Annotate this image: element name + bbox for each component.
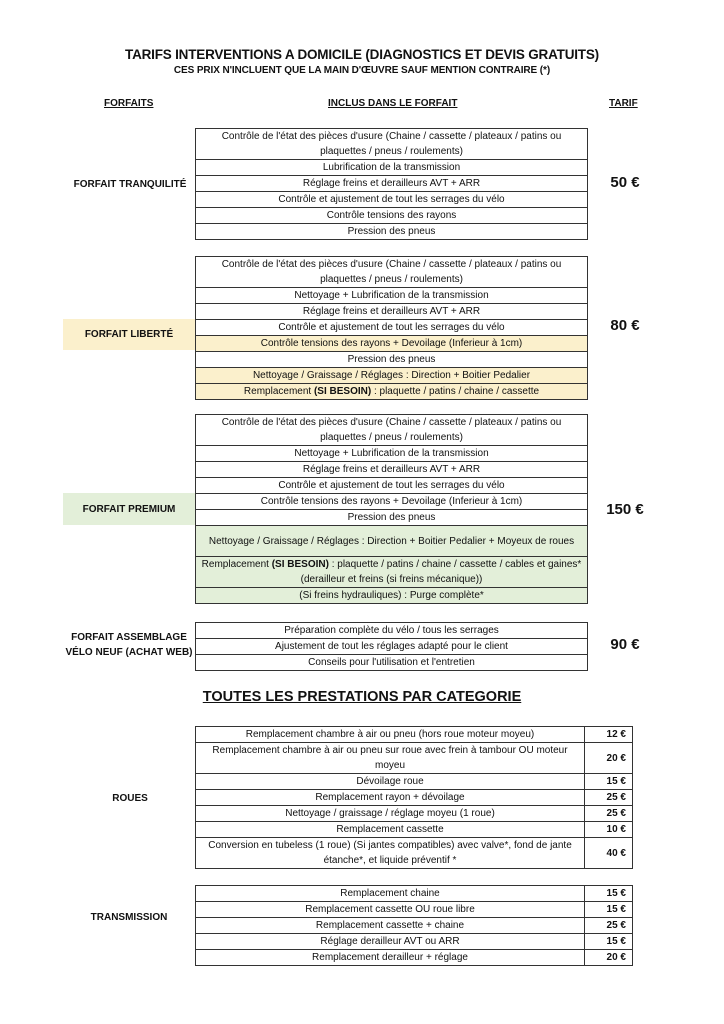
included-item: Contrôle tensions des rayons + Devoilage (Inferieur à 1cm): [196, 494, 588, 510]
service-label: Remplacement chambre à air ou pneu sur roue avec frein à tambour OU moteur moyeu: [196, 743, 585, 774]
service-price: 12 €: [585, 727, 633, 743]
table-row: [196, 526, 588, 557]
included-item: Conseils pour l'utilisation et l'entretien: [196, 655, 588, 671]
forfait-liberte-name: FORFAIT LIBERTÉ: [63, 319, 195, 350]
table-row: [196, 446, 588, 462]
table-row: [196, 415, 588, 446]
table-row: [196, 478, 588, 494]
service-price: 15 €: [585, 774, 633, 790]
forfait-assemblage-name-line2: VÉLO NEUF (ACHAT WEB): [65, 647, 193, 658]
service-price: 15 €: [585, 934, 633, 950]
table-row: [196, 639, 588, 655]
forfait-premium-table: [195, 414, 588, 604]
table-row: [196, 352, 588, 368]
item-bold: (SI BESOIN): [271, 559, 329, 570]
column-header-tarif: TARIF: [609, 98, 638, 109]
table-row: [196, 224, 588, 240]
table-row: [196, 790, 633, 806]
forfait-tranquilite-table: [195, 128, 588, 240]
table-row: [196, 192, 588, 208]
included-item-highlighted: Nettoyage / Graissage / Réglages : Direction + Boitier Pedalier: [196, 368, 588, 384]
table-row: [196, 304, 588, 320]
service-label: Remplacement cassette: [196, 822, 585, 838]
included-item: Contrôle de l'état des pièces d'usure (Chaine / cassette / plateaux / patins ou plaquettes / pneus / roulements): [196, 415, 588, 446]
table-row: [196, 727, 633, 743]
service-label: Réglage derailleur AVT ou ARR: [196, 934, 585, 950]
item-suffix: : plaquette / patins / chaine / cassette: [371, 386, 540, 397]
service-label: Remplacement cassette + chaine: [196, 918, 585, 934]
service-price: 40 €: [585, 838, 633, 869]
column-header-inclus: INCLUS DANS LE FORFAIT: [328, 98, 458, 109]
table-row: [196, 129, 588, 160]
forfait-tranquilite-price: 50 €: [610, 174, 640, 191]
included-item: Réglage freins et derailleurs AVT + ARR: [196, 462, 588, 478]
service-label: Remplacement rayon + dévoilage: [196, 790, 585, 806]
table-row: [196, 368, 588, 384]
table-row: [196, 160, 588, 176]
service-label: Remplacement chaine: [196, 886, 585, 902]
service-price: 10 €: [585, 822, 633, 838]
category-roues-table: [195, 726, 633, 869]
included-item: Contrôle de l'état des pièces d'usure (Chaine / cassette / plateaux / patins ou plaquettes / pneus / roulements): [196, 129, 588, 160]
included-item: Pression des pneus: [196, 352, 588, 368]
table-row: [196, 918, 633, 934]
table-row: [196, 336, 588, 352]
service-price: 25 €: [585, 918, 633, 934]
service-price: 25 €: [585, 806, 633, 822]
included-item: Nettoyage + Lubrification de la transmission: [196, 288, 588, 304]
included-item-highlighted: [196, 557, 588, 588]
table-row: [196, 950, 633, 966]
included-item: Ajustement de tout les réglages adapté pour le client: [196, 639, 588, 655]
included-item: Nettoyage + Lubrification de la transmission: [196, 446, 588, 462]
service-price: 15 €: [585, 886, 633, 902]
table-row: [196, 288, 588, 304]
table-row: [196, 886, 633, 902]
table-row: [196, 257, 588, 288]
table-row: [196, 176, 588, 192]
table-row: [196, 806, 633, 822]
table-row: [196, 384, 588, 400]
table-row: [196, 822, 633, 838]
page-title: TARIFS INTERVENTIONS A DOMICILE (DIAGNOSTICS ET DEVIS GRATUITS): [125, 47, 599, 62]
service-label: Dévoilage roue: [196, 774, 585, 790]
forfait-liberte-price: 80 €: [610, 317, 640, 334]
item-prefix: Remplacement: [243, 386, 314, 397]
table-row: [196, 774, 633, 790]
forfait-premium-name: FORFAIT PREMIUM: [63, 493, 195, 525]
service-label: Nettoyage / graissage / réglage moyeu (1 roue): [196, 806, 585, 822]
included-item: Contrôle et ajustement de tout les serrages du vélo: [196, 192, 588, 208]
table-row: [196, 902, 633, 918]
table-row: [196, 208, 588, 224]
table-row: [196, 510, 588, 526]
service-price: 25 €: [585, 790, 633, 806]
forfait-premium-price: 150 €: [606, 501, 644, 518]
included-item-highlighted: (Si freins hydrauliques) : Purge complète*: [196, 588, 588, 604]
service-price: 20 €: [585, 743, 633, 774]
service-label: Remplacement derailleur + réglage: [196, 950, 585, 966]
item-prefix: Remplacement: [201, 559, 272, 570]
service-label: Remplacement chambre à air ou pneu (hors roue moteur moyeu): [196, 727, 585, 743]
included-item: Réglage freins et derailleurs AVT + ARR: [196, 304, 588, 320]
included-item: Contrôle et ajustement de tout les serrages du vélo: [196, 478, 588, 494]
included-item: Pression des pneus: [196, 224, 588, 240]
included-item-highlighted: Nettoyage / Graissage / Réglages : Direction + Boitier Pedalier + Moyeux de roues: [196, 526, 588, 557]
forfait-assemblage-name-line1: FORFAIT ASSEMBLAGE: [71, 632, 187, 643]
included-item: Lubrification de la transmission: [196, 160, 588, 176]
column-header-forfaits: FORFAITS: [104, 98, 154, 109]
item-bold: (SI BESOIN): [313, 386, 372, 397]
forfait-liberte-table: [195, 256, 588, 400]
included-item: Contrôle et ajustement de tout les serrages du vélo: [196, 320, 588, 336]
table-row: [196, 743, 633, 774]
forfait-assemblage-table: [195, 622, 588, 671]
forfait-assemblage-name: [60, 629, 198, 661]
service-label: Conversion en tubeless (1 roue) (Si jantes compatibles) avec valve*, fond de jante étanche*, et liquide préventif *: [196, 838, 585, 869]
page-subtitle: CES PRIX N'INCLUENT QUE LA MAIN D'ŒUVRE SAUF MENTION CONTRAIRE (*): [173, 65, 551, 76]
table-row: [196, 557, 588, 588]
table-row: [196, 934, 633, 950]
service-price: 20 €: [585, 950, 633, 966]
item-suffix: : plaquette / patins / chaine / cassette / cables et gaines* (derailleur et freins (si freins mécanique)): [300, 559, 582, 585]
category-transmission-table: [195, 885, 633, 966]
table-row: [196, 588, 588, 604]
included-item: Contrôle de l'état des pièces d'usure (Chaine / cassette / plateaux / patins ou plaquettes / pneus / roulements): [196, 257, 588, 288]
included-item-highlighted: Contrôle tensions des rayons + Devoilage (Inferieur à 1cm): [196, 336, 588, 352]
service-price: 15 €: [585, 902, 633, 918]
included-item: Réglage freins et derailleurs AVT + ARR: [196, 176, 588, 192]
table-row: [196, 655, 588, 671]
included-item: Préparation complète du vélo / tous les serrages: [196, 623, 588, 639]
included-item: Pression des pneus: [196, 510, 588, 526]
forfait-assemblage-price: 90 €: [610, 636, 640, 653]
table-row: [196, 838, 633, 869]
service-label: Remplacement cassette OU roue libre: [196, 902, 585, 918]
category-transmission-name: TRANSMISSION: [90, 911, 168, 923]
table-row: [196, 623, 588, 639]
table-row: [196, 462, 588, 478]
table-row: [196, 320, 588, 336]
included-item-highlighted: [196, 384, 588, 400]
category-roues-name: ROUES: [112, 792, 148, 804]
table-row: [196, 494, 588, 510]
forfait-tranquilite-name: FORFAIT TRANQUILITÉ: [73, 178, 187, 190]
included-item: Contrôle tensions des rayons: [196, 208, 588, 224]
categories-title: TOUTES LES PRESTATIONS PAR CATEGORIE: [202, 689, 522, 705]
